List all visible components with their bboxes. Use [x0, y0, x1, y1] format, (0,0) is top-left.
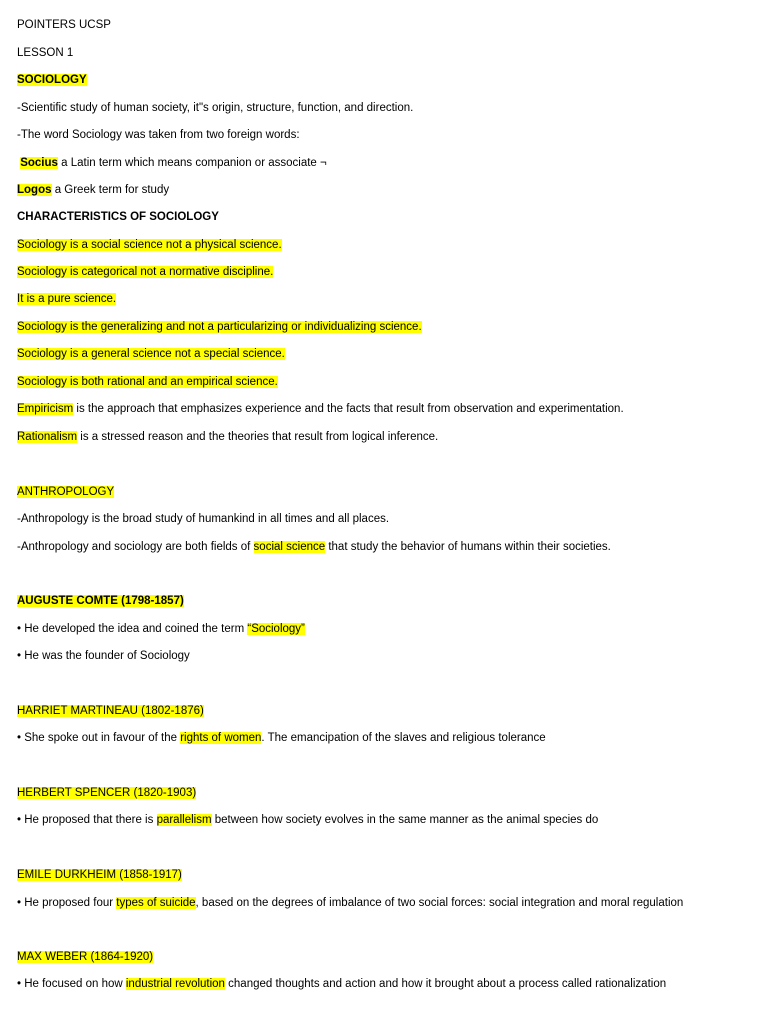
comte-bullet-pre: • He developed the idea and coined the term — [17, 623, 248, 635]
socius-text: a Latin term which means companion or associate ¬ — [57, 157, 327, 169]
industrial-revolution-highlight: industrial revolution — [125, 978, 225, 990]
comte-heading — [17, 593, 184, 609]
characteristic-text: It is a pure science. — [17, 293, 117, 305]
spencer-bullet-post: between how society evolves in the same manner as the animal species do — [211, 814, 599, 826]
durkheim-bullet — [17, 895, 683, 911]
weber-bullet — [17, 976, 666, 992]
comte-heading-text: AUGUSTE COMTE (1798-1857) — [17, 595, 184, 607]
anthropology-heading-text: ANTHROPOLOGY — [17, 486, 115, 498]
characteristic-item — [17, 319, 422, 335]
spencer-bullet — [17, 812, 598, 828]
spencer-heading — [17, 785, 196, 801]
characteristic-item — [17, 237, 282, 253]
anthropology-line: -Anthropology is the broad study of humankind in all times and all places. — [17, 513, 390, 525]
martineau-bullet — [17, 730, 546, 746]
social-science-highlight: social science — [253, 541, 326, 553]
martineau-bullet-post: . The emancipation of the slaves and religious tolerance — [261, 732, 546, 744]
characteristic-item — [17, 346, 285, 362]
empiricism-term: Empiricism — [17, 403, 74, 415]
document-title: POINTERS UCSP — [17, 19, 111, 31]
weber-bullet-post: changed thoughts and action and how it brought about a process called rationalization — [224, 978, 667, 990]
anthropology-line — [17, 539, 611, 555]
logos-line — [17, 182, 169, 198]
lesson-label: LESSON 1 — [17, 47, 74, 59]
durkheim-heading-text: EMILE DURKHEIM (1858-1917) — [17, 869, 182, 881]
rationalism-term: Rationalism — [17, 431, 78, 443]
anthropology-heading — [17, 484, 114, 500]
sociology-term-highlight: “Sociology” — [247, 623, 305, 635]
martineau-heading-text: HARRIET MARTINEAU (1802-1876) — [17, 705, 204, 717]
characteristic-item — [17, 291, 116, 307]
types-of-suicide-highlight: types of suicide — [116, 897, 196, 909]
spencer-heading-text: HERBERT SPENCER (1820-1903) — [17, 787, 197, 799]
characteristic-text: Sociology is the generalizing and not a particularizing or individualizing science. — [17, 321, 422, 333]
characteristic-text: Sociology is a general science not a special science. — [17, 348, 285, 360]
socius-term: Socius — [20, 157, 58, 169]
spencer-bullet-pre: • He proposed that there is — [17, 814, 157, 826]
comte-bullet: • He was the founder of Sociology — [17, 650, 190, 662]
anthropology-line-post: that study the behavior of humans within their societies. — [325, 541, 611, 553]
durkheim-heading — [17, 867, 182, 883]
comte-bullet — [17, 621, 305, 637]
characteristic-item — [17, 264, 273, 280]
characteristic-text: Sociology is both rational and an empirical science. — [17, 376, 278, 388]
martineau-bullet-pre: • She spoke out in favour of the — [17, 732, 181, 744]
characteristic-text: Sociology is a social science not a physical science. — [17, 239, 282, 251]
sociology-heading-text: SOCIOLOGY — [17, 74, 87, 86]
weber-bullet-pre: • He focused on how — [17, 978, 126, 990]
empiricism-line — [17, 401, 624, 417]
durkheim-bullet-post: , based on the degrees of imbalance of two social forces: social integration and moral regulation — [195, 897, 684, 909]
rights-of-women-highlight: rights of women — [180, 732, 262, 744]
rationalism-text: is a stressed reason and the theories that result from logical inference. — [77, 431, 439, 443]
empiricism-text: is the approach that emphasizes experience and the facts that result from observation and experimentation. — [73, 403, 624, 415]
rationalism-line — [17, 429, 438, 445]
anthropology-line-pre: -Anthropology and sociology are both fields of — [17, 541, 254, 553]
sociology-heading — [17, 72, 87, 88]
socius-line — [17, 155, 327, 171]
sociology-definition: -Scientific study of human society, it"s origin, structure, function, and direction. — [17, 102, 414, 114]
sociology-origin: -The word Sociology was taken from two foreign words: — [17, 129, 300, 141]
logos-text: a Greek term for study — [51, 184, 170, 196]
parallelism-highlight: parallelism — [156, 814, 212, 826]
weber-heading-text: MAX WEBER (1864-1920) — [17, 951, 154, 963]
characteristic-text: Sociology is categorical not a normative discipline. — [17, 266, 274, 278]
weber-heading — [17, 949, 153, 965]
durkheim-bullet-pre: • He proposed four — [17, 897, 117, 909]
logos-term: Logos — [17, 184, 52, 196]
characteristics-heading: CHARACTERISTICS OF SOCIOLOGY — [17, 211, 219, 223]
characteristic-item — [17, 374, 278, 390]
martineau-heading — [17, 703, 204, 719]
